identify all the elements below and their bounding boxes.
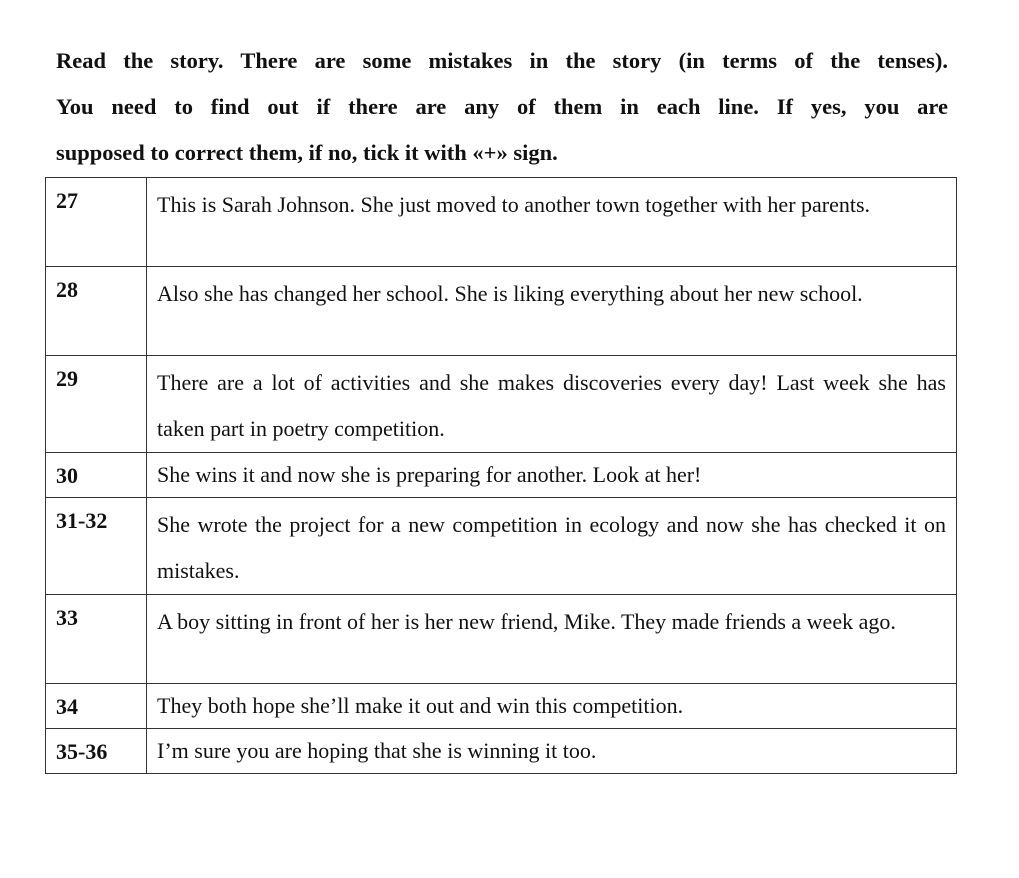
story-line-text: This is Sarah Johnson. She just moved to another town together with her parents. [147, 178, 957, 267]
line-number: 30 [46, 453, 147, 498]
table-row [46, 729, 957, 774]
line-number: 31-32 [46, 498, 147, 595]
instructions-line-1: Read the story. There are some mistakes in the story (in terms of the tenses). [56, 48, 948, 73]
instructions-line-3: supposed to correct them, if no, tick it with «+» sign. [56, 140, 558, 165]
story-line-text: Also she has changed her school. She is liking everything about her new school. [147, 267, 957, 356]
story-line-text: There are a lot of activities and she makes discoveries every day! Last week she has taken part in poetry competition. [147, 356, 957, 453]
story-line-text: She wins it and now she is preparing for another. Look at her! [147, 453, 957, 498]
task-instructions [56, 38, 948, 176]
table-row [46, 684, 957, 729]
line-number: 35-36 [46, 729, 147, 774]
table-row [46, 453, 957, 498]
line-number: 28 [46, 267, 147, 356]
table-row [46, 178, 957, 267]
story-line-text: I’m sure you are hoping that she is winning it too. [147, 729, 957, 774]
line-number: 33 [46, 595, 147, 684]
story-table [45, 177, 957, 774]
instructions-line-2: You need to find out if there are any of them in each line. If yes, you are [56, 94, 948, 119]
story-line-text: She wrote the project for a new competition in ecology and now she has checked it on mistakes. [147, 498, 957, 595]
line-number: 27 [46, 178, 147, 267]
table-row [46, 498, 957, 595]
table-row [46, 267, 957, 356]
story-line-text: A boy sitting in front of her is her new friend, Mike. They made friends a week ago. [147, 595, 957, 684]
line-number: 34 [46, 684, 147, 729]
table-row [46, 595, 957, 684]
table-row [46, 356, 957, 453]
line-number: 29 [46, 356, 147, 453]
story-line-text: They both hope she’ll make it out and win this competition. [147, 684, 957, 729]
